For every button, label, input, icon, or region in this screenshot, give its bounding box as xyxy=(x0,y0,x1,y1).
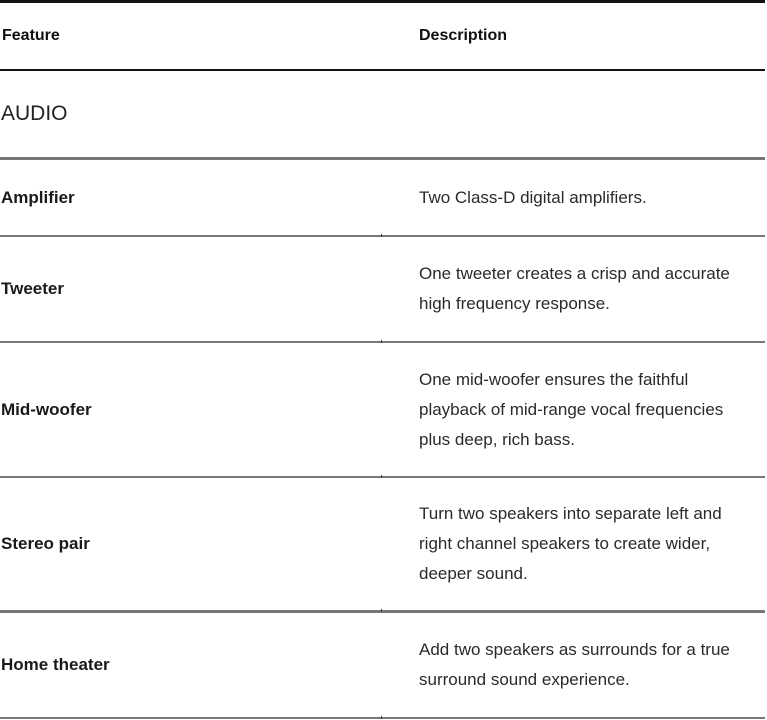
feature-description: Add two speakers as surrounds for a true surround sound experience. xyxy=(419,640,730,689)
feature-name: Mid-woofer xyxy=(1,399,92,419)
feature-description: One mid-woofer ensures the faithful playback of mid-range vocal frequencies plus deep, rich bass. xyxy=(419,369,724,449)
table-header-row xyxy=(0,3,765,71)
feature-description: Turn two speakers into separate left and right channel speakers to create wider, deeper sound. xyxy=(419,504,722,583)
feature-description: Two Class-D digital amplifiers. xyxy=(419,187,647,207)
section-row-audio xyxy=(0,71,765,160)
header-feature: Feature xyxy=(2,27,60,44)
table-row xyxy=(0,343,765,478)
table-row xyxy=(0,613,765,719)
header-description: Description xyxy=(419,27,508,44)
table-row xyxy=(0,237,765,343)
feature-name: Home theater xyxy=(1,655,110,674)
section-title: AUDIO xyxy=(1,102,68,125)
table-row xyxy=(0,478,765,613)
feature-name: Amplifier xyxy=(1,187,75,207)
feature-name: Tweeter xyxy=(1,279,64,298)
table-row xyxy=(0,160,765,237)
feature-description: One tweeter creates a crisp and accurate high frequency response. xyxy=(419,264,730,313)
feature-name: Stereo pair xyxy=(1,534,90,553)
